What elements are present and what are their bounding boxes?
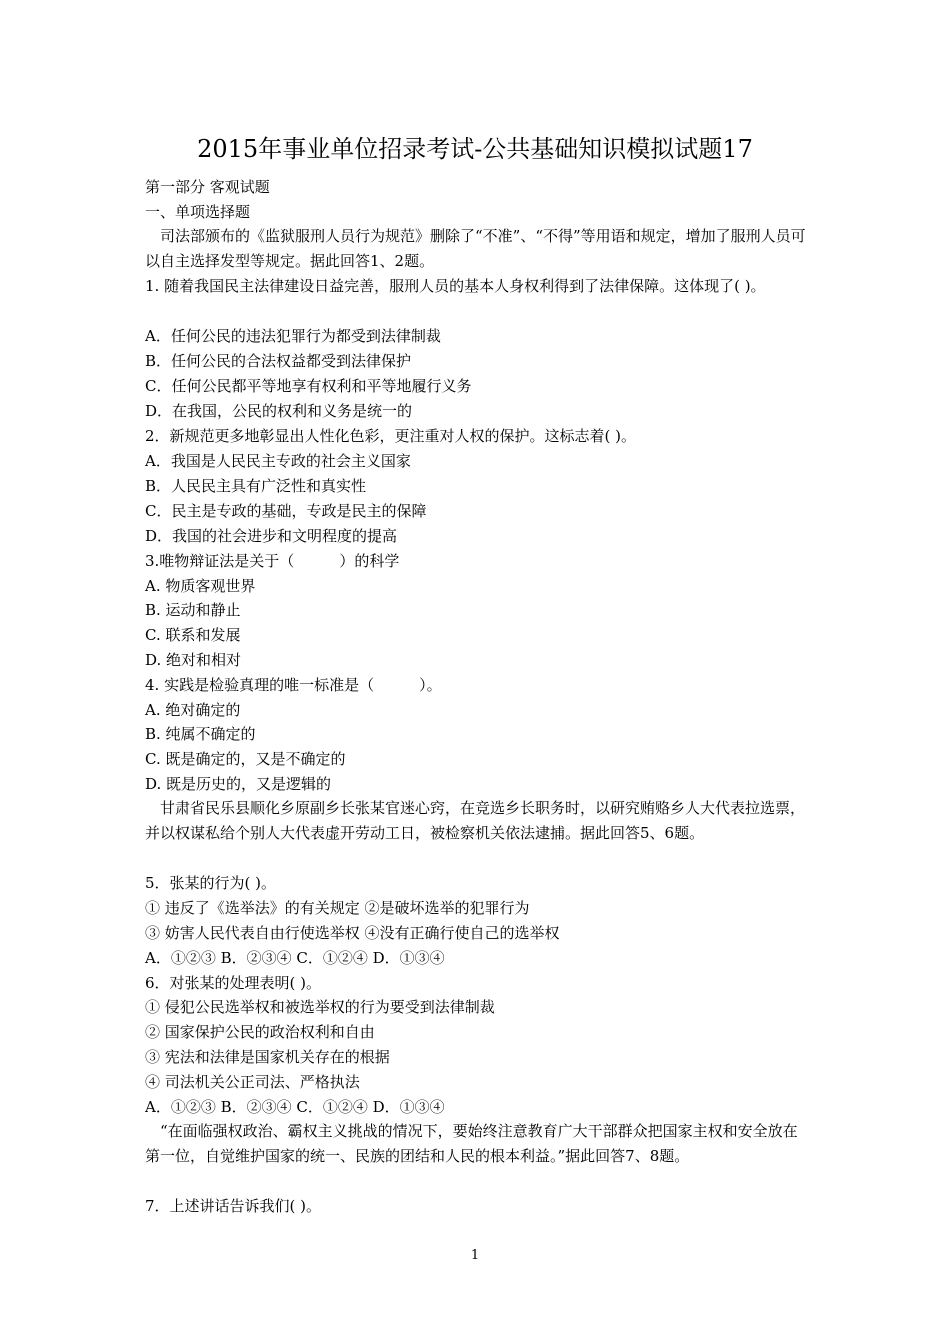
- question-3-option-a: A. 物质客观世界: [145, 577, 256, 595]
- intro-passage-1: 司法部颁布的《监狱服刑人员行为规范》删除了“不准”、“不得”等用语和规定，增加了服刑人员可以自主选择发型等规定。据此回答1、2题。: [145, 227, 806, 270]
- question-3-option-c: C. 联系和发展: [145, 626, 241, 644]
- question-6-statement-2: ② 国家保护公民的政治权利和自由: [145, 1023, 375, 1041]
- question-6-answers: A．①②③ B．②③④ C．①②④ D．①③④: [145, 1098, 445, 1116]
- question-6-statement-3: ③ 宪法和法律是国家机关存在的根据: [145, 1048, 390, 1066]
- question-4-option-a: A. 绝对确定的: [145, 701, 241, 719]
- page-number: 1: [470, 1248, 480, 1263]
- question-6-statement-4: ④ 司法机关公正司法、严格执法: [145, 1073, 360, 1091]
- question-6-statement-1: ① 侵犯公民选举权和被选举权的行为要受到法律制裁: [145, 998, 495, 1016]
- question-1: 1. 随着我国民主法律建设日益完善，服刑人员的基本人身权利得到了法律保障。这体现了( )。: [145, 277, 766, 295]
- question-1-option-b: B．任何公民的合法权益都受到法律保护: [145, 352, 412, 370]
- question-2: 2．新规范更多地彰显出人性化色彩，更注重对人权的保护。这标志着( )。: [145, 427, 637, 445]
- question-4-option-c: C. 既是确定的，又是不确定的: [145, 750, 346, 768]
- section-heading: 一、单项选择题: [145, 203, 251, 221]
- question-4: 4. 实践是检验真理的唯一标准是（ ）。: [145, 676, 442, 694]
- part-heading: 第一部分 客观试题: [145, 178, 270, 196]
- question-2-option-b: B．人民民主具有广泛性和真实性: [145, 477, 367, 495]
- question-3: 3.唯物辩证法是关于（ ）的科学: [145, 552, 400, 570]
- question-5-answers: A．①②③ B．②③④ C．①②④ D．①③④: [145, 949, 445, 967]
- question-2-option-c: C．民主是专政的基础，专政是民主的保障: [145, 502, 427, 520]
- page-title: 2015年事业单位招录考试-公共基础知识模拟试题17: [197, 135, 753, 163]
- question-5-statements-2: ③ 妨害人民代表自由行使选举权 ④没有正确行使自己的选举权: [145, 924, 560, 942]
- question-5: 5．张某的行为( )。: [145, 874, 277, 892]
- question-3-option-d: D. 绝对和相对: [145, 651, 242, 669]
- question-6: 6．对张某的处理表明( )。: [145, 974, 322, 992]
- question-2-option-d: D．我国的社会进步和文明程度的提高: [145, 527, 398, 545]
- question-2-option-a: A．我国是人民民主专政的社会主义国家: [145, 452, 411, 470]
- question-1-option-a: A．任何公民的违法犯罪行为都受到法律制裁: [145, 327, 441, 345]
- question-1-option-d: D．在我国，公民的权利和义务是统一的: [145, 402, 413, 420]
- question-5-statements-1: ① 违反了《选举法》的有关规定 ②是破坏选举的犯罪行为: [145, 899, 530, 917]
- intro-passage-2: 甘肃省民乐县顺化乡原副乡长张某官迷心窍，在竞选乡长职务时，以研究贿赂乡人大代表拉选票，并以权谋私给个别人大代表虚开劳动工日，被检察机关依法逮捕。据此回答5、6题。: [145, 799, 806, 842]
- question-4-option-b: B. 纯属不确定的: [145, 725, 256, 743]
- question-7: 7．上述讲话告诉我们( )。: [145, 1197, 322, 1215]
- question-4-option-d: D. 既是历史的，又是逻辑的: [145, 775, 332, 793]
- question-3-option-b: B. 运动和静止: [145, 601, 241, 619]
- question-1-option-c: C．任何公民都平等地享有权利和平等地履行义务: [145, 377, 472, 395]
- intro-passage-3: “在面临强权政治、霸权主义挑战的情况下，要始终注意教育广大干部群众把国家主权和安全放在第一位，自觉维护国家的统一、民族的团结和人民的根本利益。”据此回答7、8题。: [145, 1122, 798, 1165]
